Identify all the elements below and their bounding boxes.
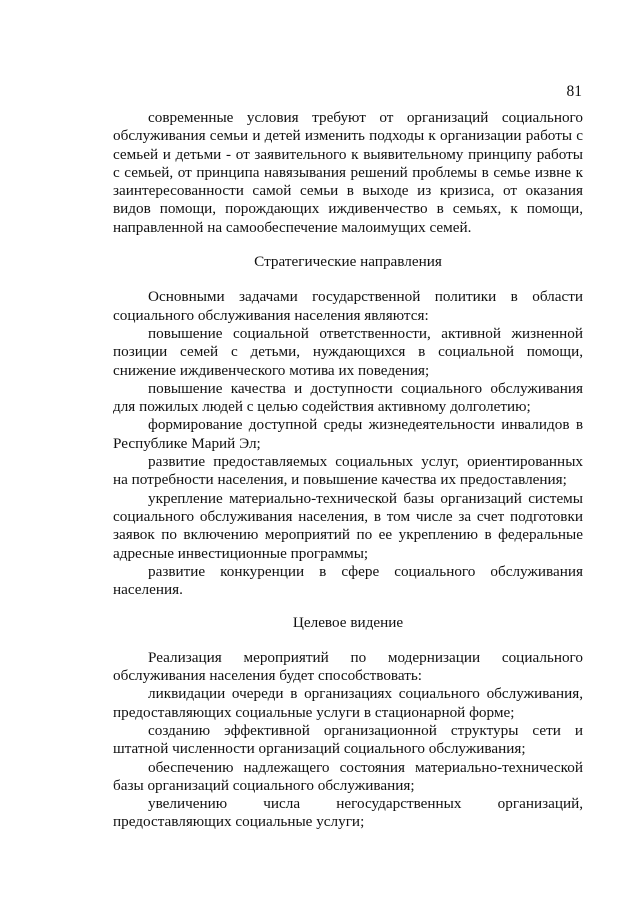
intro-paragraph: современные условия требуют от организаций социального обслуживания семьи и детей изменить подходы к организации работы с семьей и детьми - от заявительного к выявительному принципу работы с семьей, от принципа навязывания решений проблемы в семье извне к заинтересованности самой семьи в выходе из кризиса, от оказания видов помощи, порождающих иждивенчество в семьях, к помощи, направленной на самообеспечение малоимущих семей. bbox=[113, 109, 583, 236]
paragraph: повышение качества и доступности социального обслуживания для пожилых людей с целью содействия активному долголетию; bbox=[113, 379, 583, 416]
page-content bbox=[113, 109, 583, 832]
paragraph: укрепление материально-технической базы организаций системы социального обслуживания населения, в том числе за счет подготовки заявок по включению мероприятий по ее укреплению в федеральные адресные инвестиционные программы; bbox=[113, 489, 583, 562]
paragraph: развитие конкуренции в сфере социального обслуживания населения. bbox=[113, 562, 583, 599]
paragraph: Основными задачами государственной политики в области социального обслуживания населения являются: bbox=[113, 288, 583, 324]
paragraph: увеличению числа негосударственных организаций, предоставляющих социальные услуги; bbox=[113, 795, 583, 831]
page-number: 81 bbox=[566, 83, 582, 100]
paragraph: формирование доступной среды жизнедеятельности инвалидов в Республике Марий Эл; bbox=[113, 416, 583, 452]
paragraph: повышение социальной ответственности, активной жизненной позиции семей с детьми, нуждающихся в социальной помощи, снижение иждивенческого мотива их поведения; bbox=[113, 324, 583, 379]
paragraph: созданию эффективной организационной структуры сети и штатной численности организаций социального обслуживания; bbox=[113, 721, 583, 758]
paragraph: ликвидации очереди в организациях социального обслуживания, предоставляющих социальные услуги в стационарной форме; bbox=[113, 685, 583, 721]
section-heading-target-vision: Целевое видение bbox=[292, 614, 404, 632]
paragraph: обеспечению надлежащего состояния материально-технической базы организаций социального обслуживания; bbox=[113, 758, 583, 794]
paragraph: развитие предоставляемых социальных услуг, ориентированных на потребности населения, и повышение качества их предоставления; bbox=[113, 453, 583, 489]
paragraph: Реализация мероприятий по модернизации социального обслуживания населения будет способствовать: bbox=[113, 648, 583, 685]
section-heading-strategic-directions: Стратегические направления bbox=[254, 253, 442, 271]
